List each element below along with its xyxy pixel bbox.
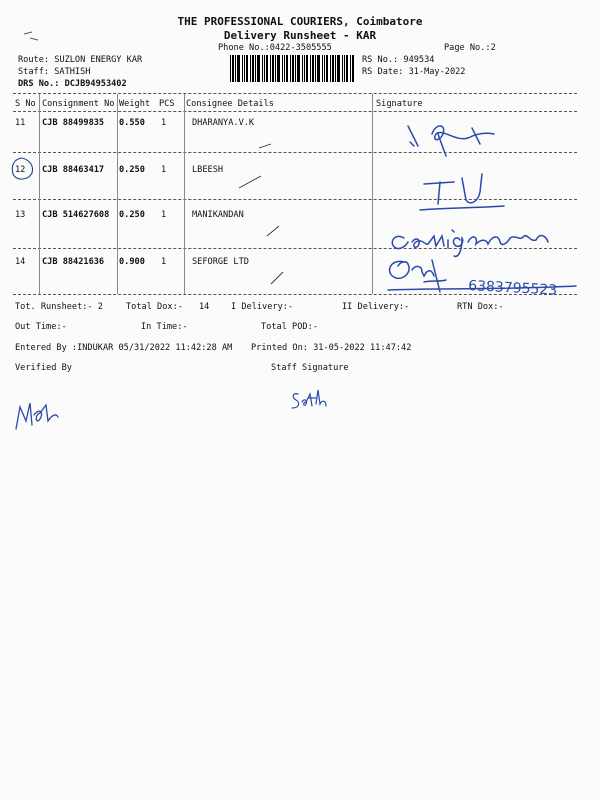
rs-number: RS No.: 949534 bbox=[362, 55, 435, 65]
col-header-signature: Signature bbox=[376, 99, 423, 109]
staff: Staff: SATHISH bbox=[18, 67, 91, 77]
column-rule bbox=[372, 94, 373, 294]
row-pcs: 1 bbox=[161, 118, 167, 128]
handwritten-signatures bbox=[376, 112, 586, 302]
col-header-weight: Weight bbox=[119, 99, 151, 109]
row-weight: 0.550 bbox=[119, 118, 145, 128]
row-consignment: CJB 514627608 bbox=[42, 210, 110, 220]
scribble-mark bbox=[20, 28, 42, 44]
page-number: Page No.:2 bbox=[444, 43, 496, 53]
col-header-pcs: PCS bbox=[159, 99, 175, 109]
in-time: In Time:- bbox=[141, 322, 188, 332]
staff-signature bbox=[288, 380, 338, 416]
pen-ticks bbox=[185, 112, 371, 294]
row-pcs: 1 bbox=[161, 257, 167, 267]
out-time: Out Time:- bbox=[15, 322, 67, 332]
row-consignment: CJB 88499835 bbox=[42, 118, 105, 128]
row-pcs: 1 bbox=[161, 165, 167, 175]
row-sno: 12 bbox=[15, 165, 26, 175]
table-top-rule bbox=[13, 93, 577, 94]
row-consignment: CJB 88463417 bbox=[42, 165, 105, 175]
column-rule bbox=[39, 94, 40, 294]
row-sno: 14 bbox=[15, 257, 26, 267]
circle-mark bbox=[8, 155, 36, 183]
company-name: THE PROFESSIONAL COURIERS, Coimbatore bbox=[177, 15, 423, 28]
total-dox-value: 14 bbox=[199, 302, 210, 312]
col-header-sno: S No bbox=[15, 99, 36, 109]
entered-by: Entered By :INDUKAR 05/31/2022 11:42:28 AM bbox=[15, 343, 233, 353]
row-weight: 0.900 bbox=[119, 257, 145, 267]
row-consignee: LBEESH bbox=[192, 165, 224, 175]
verifier-signature bbox=[10, 385, 70, 437]
total-dox-label: Total Dox:- bbox=[126, 302, 183, 312]
barcode bbox=[230, 55, 356, 82]
total-runsheet: Tot. Runsheet:- 2 bbox=[15, 302, 103, 312]
total-pod: Total POD:- bbox=[261, 322, 318, 332]
rs-date: RS Date: 31-May-2022 bbox=[362, 67, 466, 77]
rtn-dox: RTN Dox:- bbox=[457, 302, 504, 312]
row-consignee: MANIKANDAN bbox=[192, 210, 244, 220]
phone-number: Phone No.:0422-3505555 bbox=[218, 43, 332, 53]
row-consignee: DHARANYA.V.K bbox=[192, 118, 255, 128]
row-pcs: 1 bbox=[161, 210, 167, 220]
handwritten-phone-number: 6383795523 bbox=[467, 278, 558, 299]
i-delivery: I Delivery:- bbox=[231, 302, 294, 312]
drs-number: DRS No.: DCJB94953402 bbox=[18, 79, 127, 89]
row-consignment: CJB 88421636 bbox=[42, 257, 105, 267]
ii-delivery: II Delivery:- bbox=[342, 302, 410, 312]
row-weight: 0.250 bbox=[119, 210, 145, 220]
row-sno: 13 bbox=[15, 210, 26, 220]
route: Route: SUZLON ENERGY KAR bbox=[18, 55, 143, 65]
row-sno: 11 bbox=[15, 118, 26, 128]
staff-signature-label: Staff Signature bbox=[271, 363, 349, 373]
printed-on: Printed On: 31-05-2022 11:47:42 bbox=[251, 343, 412, 353]
row-weight: 0.250 bbox=[119, 165, 145, 175]
document-title: Delivery Runsheet - KAR bbox=[223, 29, 377, 42]
verified-by-label: Verified By bbox=[15, 363, 72, 373]
row-consignee: SEFORGE LTD bbox=[192, 257, 249, 267]
column-rule bbox=[117, 94, 118, 294]
col-header-consignee: Consignee Details bbox=[186, 99, 274, 109]
col-header-consignment: Consignment No bbox=[42, 99, 115, 109]
